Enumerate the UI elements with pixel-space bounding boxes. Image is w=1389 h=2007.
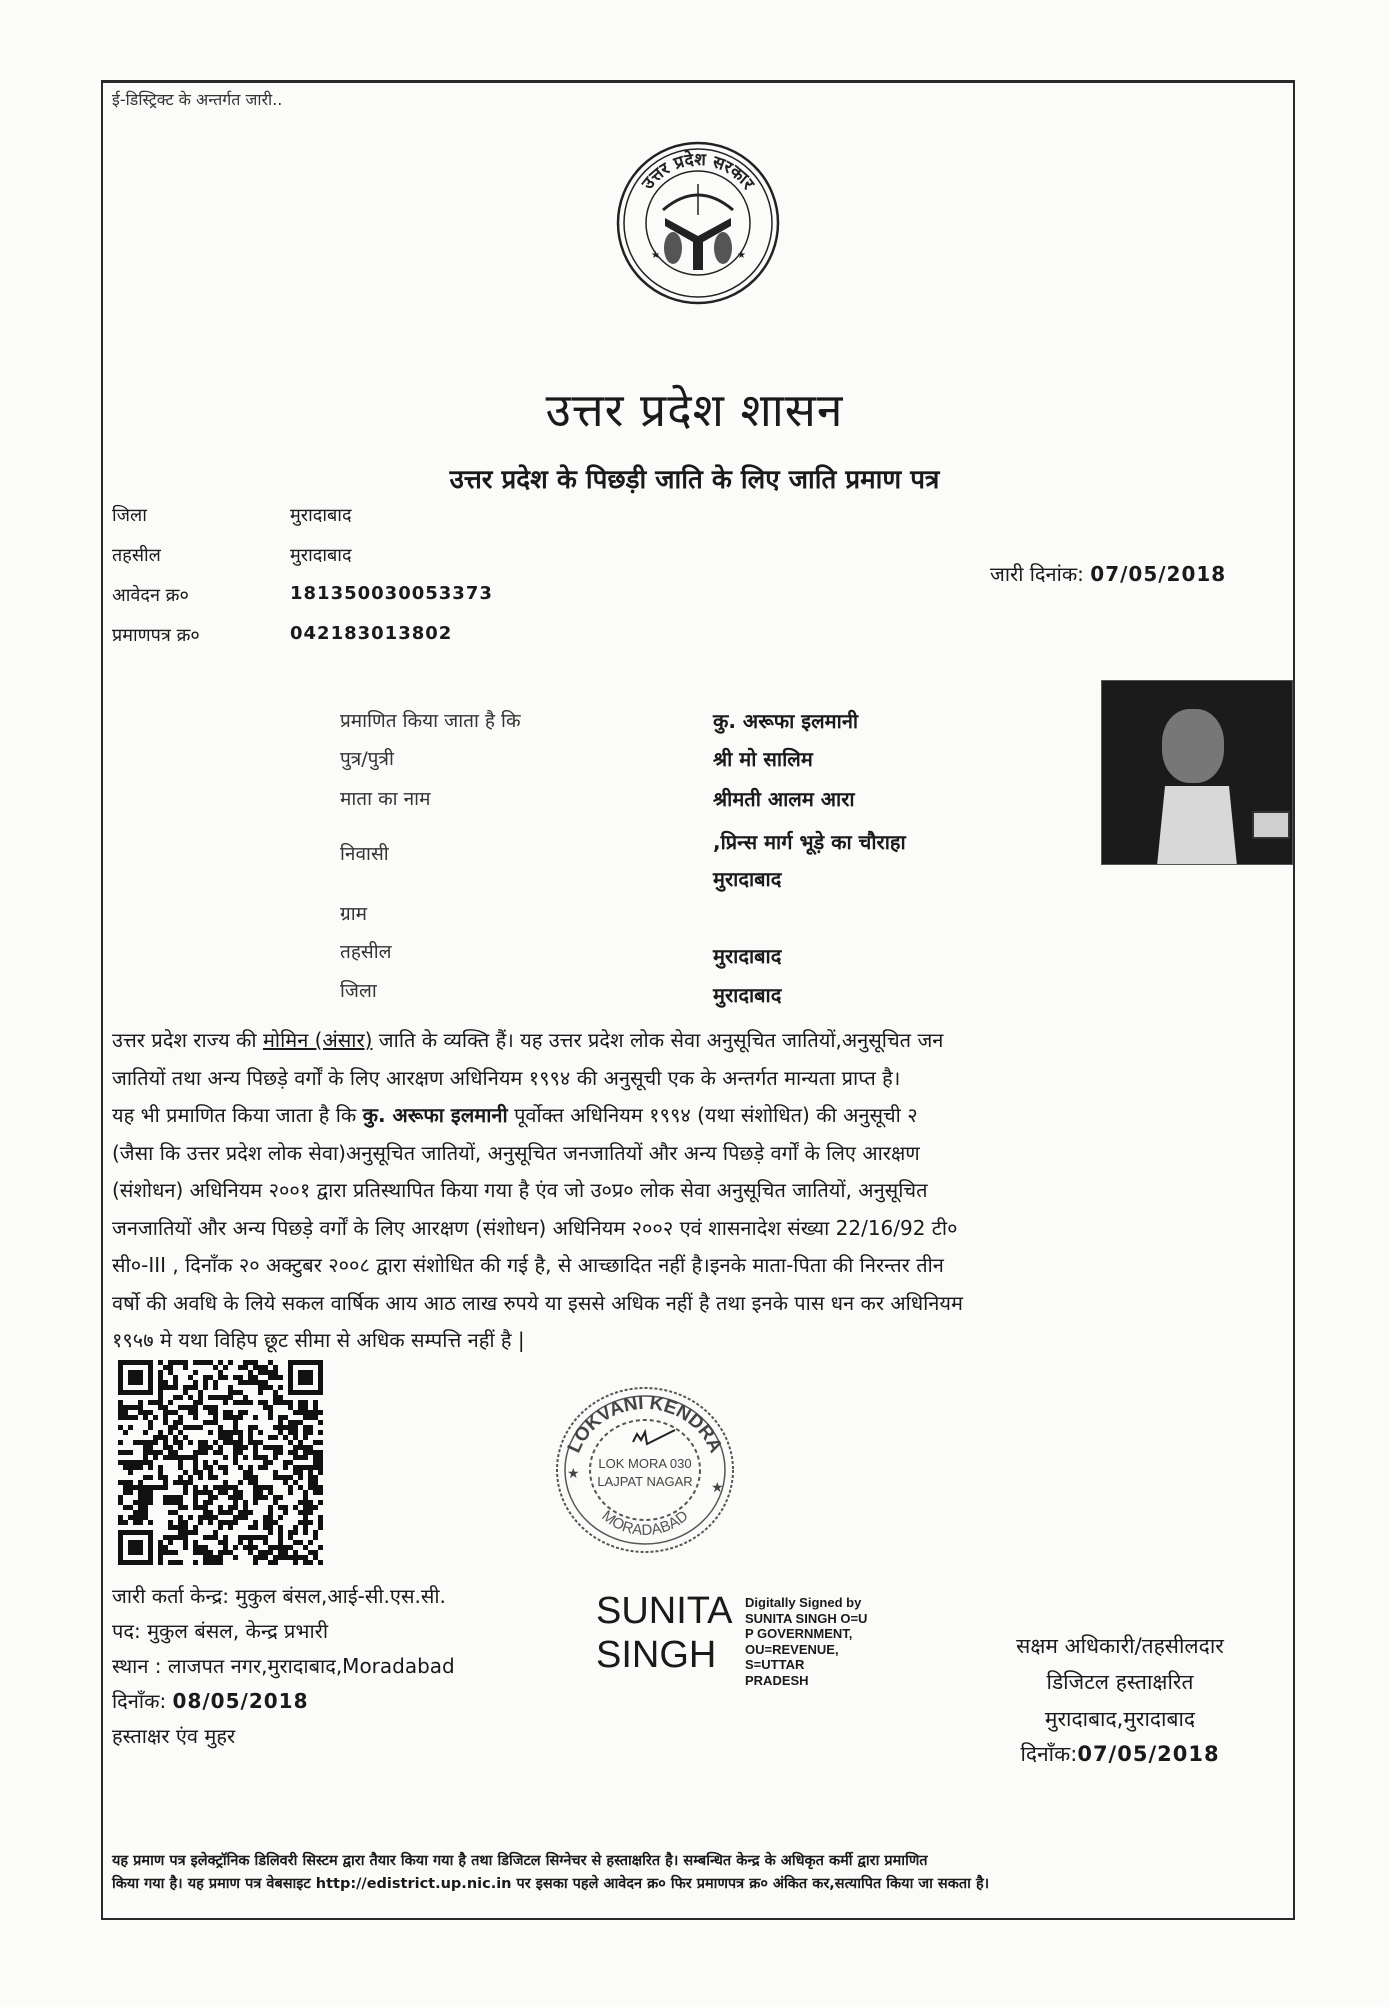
detail-label: तहसील xyxy=(340,941,392,963)
district-label: जिला xyxy=(112,505,147,526)
issue-date xyxy=(990,560,1226,587)
signature-and-seal-label: हस्ताक्षर एंव मुहर xyxy=(112,1724,236,1748)
certificate-no-value: 042183013802 xyxy=(290,623,453,644)
residence-address: ,प्रिन्स मार्ग भूड़े का चौराहा xyxy=(713,830,906,854)
detail-label: ग्राम xyxy=(340,903,367,925)
up-government-emblem-icon xyxy=(615,140,781,306)
svg-text:★: ★ xyxy=(651,250,660,261)
detail-tehsil-value: मुरादाबाद xyxy=(713,944,782,968)
footer-note-line1: यह प्रमाण पत्र इलेक्ट्रॉनिक डिलिवरी सिस्टम द्वारा तैयार किया गया है तथा डिजिटल सिग्नेचर से हस्ताक्षरित है। सम्बन्धित केन्द्र के अधिकृत कर्मी द्वारा प्रमाणित xyxy=(112,1853,928,1869)
detail-label: पुत्र/पुत्री xyxy=(340,748,394,770)
digital-signature-details: Digitally Signed by SUNITA SINGH O=U P GOVERNMENT, OU=REVENUE, S=UTTAR PRADESH xyxy=(745,1595,868,1688)
issuer-date-value: 08/05/2018 xyxy=(172,1689,309,1713)
svg-text:LOK MORA 030: LOK MORA 030 xyxy=(598,1456,692,1471)
text-fragment: पूर्वोक्त अधिनियम १९९४ (यथा संशोधित) की अनुसूची २ xyxy=(507,1103,918,1127)
detail-label: प्रमाणित किया जाता है कि xyxy=(340,710,521,732)
svg-text:★: ★ xyxy=(711,1480,724,1496)
qr-finder-pattern xyxy=(298,1370,313,1385)
officer-date-label: दिनाँक: xyxy=(1020,1742,1078,1766)
certification-text xyxy=(112,1022,1282,1360)
footer-note-line2: किया गया है। यह प्रमाण पत्र वेबसाइट http://edistrict.up.nic.in पर इसका पहले आवेदन क्र० फिर प्रमाणपत्र क्र० अंकित कर,सत्यापित किया जा सकता है। xyxy=(112,1876,990,1892)
applicant-name-inline: कु. अरूफा इलमानी xyxy=(362,1103,508,1127)
officer-title: सक्षम अधिकारी/तहसीलदार xyxy=(1016,1634,1224,1658)
issuer-post: पद: मुकुल बंसल, केन्द्र प्रभारी xyxy=(112,1619,329,1643)
issuer-date xyxy=(112,1687,308,1714)
text-line: १९५७ मे यथा विहिप छूट सीमा से अधिक सम्पत्ति नहीं है | xyxy=(112,1328,525,1352)
officer-date-value: 07/05/2018 xyxy=(1077,1742,1220,1766)
issue-place: स्थान : लाजपत नगर,मुरादाबाद,Moradabad xyxy=(112,1654,455,1678)
application-no-value: 181350030053373 xyxy=(290,583,493,604)
svg-text:MORADABAD: MORADABAD xyxy=(598,1507,692,1540)
applicant-name: कु. अरूफा इलमानी xyxy=(713,709,859,733)
issue-date-value: 07/05/2018 xyxy=(1090,562,1227,586)
father-name: श्री मो सालिम xyxy=(713,747,813,771)
text-line: जनजातियों और अन्य पिछड़े वर्गों के लिए आरक्षण (संशोधन) अधिनियम २००२ एवं शासनादेश संख्या 22/16/92 टी० xyxy=(112,1215,958,1240)
issued-under-note: ई-डिस्ट्रिक्ट के अन्तर्गत जारी.. xyxy=(112,90,283,109)
applicant-photo xyxy=(1101,680,1293,865)
tehsil-value: मुरादाबाद xyxy=(290,545,352,566)
photo-badge xyxy=(1252,811,1290,839)
issuer-date-label: दिनाँक: xyxy=(112,1689,173,1713)
detail-label: जिला xyxy=(340,980,377,1002)
certificate-no-label: प्रमाणपत्र क्र० xyxy=(112,625,200,646)
svg-text:उत्तर प्रदेश सरकार: उत्तर प्रदेश सरकार xyxy=(638,149,759,194)
district-value: मुरादाबाद xyxy=(290,505,352,526)
lokvani-kendra-stamp xyxy=(545,1380,745,1560)
text-line: (संशोधन) अधिनियम २००१ द्वारा प्रतिस्थापित किया गया है एंव जो उ०प्र० लोक सेवा अनुसूचित जातियों, अनुसूचित xyxy=(112,1178,928,1202)
detail-label: निवासी xyxy=(340,843,389,865)
photo-shirt xyxy=(1157,786,1237,865)
text-line: वर्षो की अवधि के लिये सकल वार्षिक आय आठ लाख रुपये या इससे अधिक नहीं है तथा इनके पास धन कर अधिनियम xyxy=(112,1290,963,1315)
text-fragment: जाति के व्यक्ति हैं। यह उत्तर प्रदेश लोक सेवा अनुसूचित जातियों,अनुसूचित जन xyxy=(372,1028,944,1052)
issuing-centre: जारी कर्ता केन्द्र: मुकुल बंसल,आई-सी.एस.सी. xyxy=(112,1584,446,1608)
issue-date-label: जारी दिनांक: xyxy=(990,562,1084,586)
signer-first-name: SUNITA xyxy=(596,1590,733,1632)
text-line: सी०-III , दिनाँक २० अक्टुबर २००८ द्वारा संशोधित की गई है, से आच्छादित नहीं है।इनके माता-पिता की निरन्तर तीन xyxy=(112,1253,944,1277)
officer-date xyxy=(935,1740,1305,1768)
detail-district-value: मुरादाबाद xyxy=(713,983,782,1007)
certificate-subtitle: उत्तर प्रदेश के पिछड़ी जाति के लिए जाति प्रमाण पत्र xyxy=(449,465,940,495)
verification-qr-code[interactable] xyxy=(118,1360,323,1565)
qr-finder-pattern xyxy=(128,1540,143,1555)
text-line: (जैसा कि उत्तर प्रदेश लोक सेवा)अनुसूचित जातियों, अनुसूचित जनजातियों और अन्य पिछड़े वर्गों के लिए आरक्षण xyxy=(112,1140,920,1165)
text-fragment: यह भी प्रमाणित किया जाता है कि xyxy=(112,1103,363,1127)
signer-last-name: SINGH xyxy=(596,1634,717,1676)
residence-city: मुरादाबाद xyxy=(713,867,782,891)
detail-label: माता का नाम xyxy=(340,788,431,810)
svg-text:LAJPAT NAGAR: LAJPAT NAGAR xyxy=(597,1474,693,1489)
digitally-signed-label: डिजिटल हस्ताक्षरित xyxy=(1046,1670,1194,1694)
svg-text:★: ★ xyxy=(737,250,746,261)
caste-name: मोमिन (अंसार) xyxy=(262,1028,373,1052)
svg-text:LOKVANI KENDRA: LOKVANI KENDRA xyxy=(563,1392,727,1457)
application-no-label: आवेदन क्र० xyxy=(112,585,189,606)
tehsil-label: तहसील xyxy=(112,545,161,566)
text-fragment: उत्तर प्रदेश राज्य की xyxy=(112,1028,263,1052)
mother-name: श्रीमती आलम आरा xyxy=(713,787,855,811)
photo-face xyxy=(1162,709,1224,783)
svg-text:★: ★ xyxy=(567,1466,580,1482)
qr-finder-pattern xyxy=(128,1370,143,1385)
officer-location: मुरादाबाद,मुरादाबाद xyxy=(1044,1707,1196,1731)
main-title: उत्तर प्रदेश शासन xyxy=(545,383,844,437)
text-line: जातियों तथा अन्य पिछड़े वर्गों के लिए आरक्षण अधिनियम १९९४ की अनुसूची एक के अन्तर्गत मान्यता प्राप्त है। xyxy=(112,1065,901,1090)
